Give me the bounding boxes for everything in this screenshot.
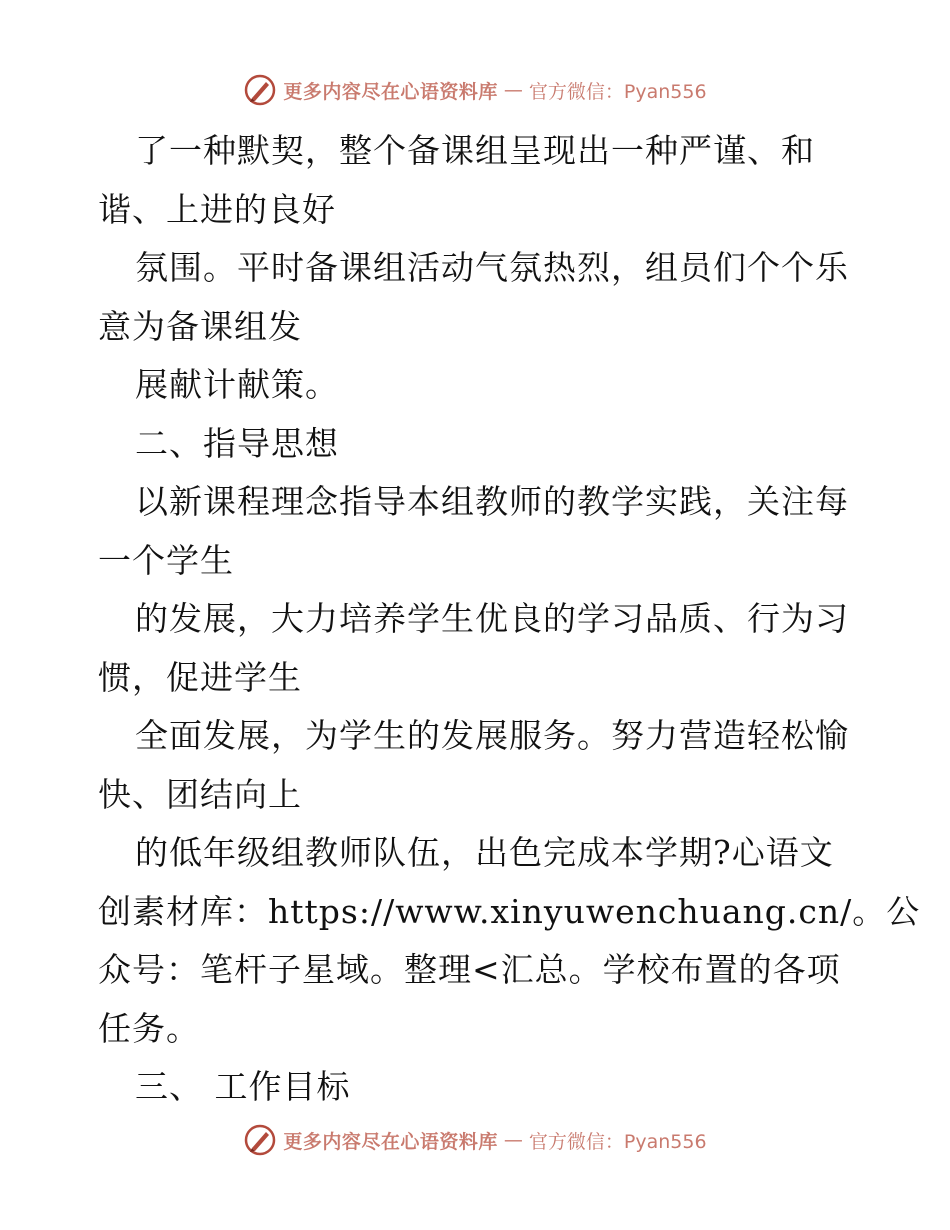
header-banner [0, 70, 950, 110]
text-line: 任务。 [98, 1008, 200, 1048]
text-line: 的发展，大力培养学生优良的学习品质、行为习 [135, 599, 849, 638]
text-line: 众号：笔杆子星域。整理<汇总。学校布置的各项 [98, 950, 841, 989]
text-line: 快、团结向上 [98, 774, 302, 814]
text-line: 展献计献策。 [135, 365, 339, 404]
text-line: 一个学生 [98, 540, 234, 580]
text-line: 全面发展，为学生的发展服务。努力营造轻松愉 [135, 716, 849, 755]
text-line: 创素材库：https://www.xinyuwenchuang.cn/。公 [98, 891, 921, 931]
banner-text: 更多内容尽在心语资料库 [283, 80, 498, 103]
text-line: 意为备课组发 [98, 306, 302, 346]
banner-separator: — [503, 1129, 523, 1151]
document-body [98, 122, 921, 1117]
banner-separator: — [503, 79, 523, 101]
text-line: 的低年级组教师队伍，出色完成本学期?心语文 [135, 833, 834, 872]
text-line: 氛围。平时备课组活动气氛热烈，组员们个个乐 [135, 248, 849, 287]
pen-logo-icon [243, 73, 277, 107]
footer-banner [0, 1120, 950, 1160]
banner-text: 更多内容尽在心语资料库 [283, 1130, 498, 1153]
section-heading: 三、 工作目标 [135, 1067, 351, 1106]
banner-wechat: 官方微信：Pyan556 [528, 1130, 707, 1153]
text-line: 以新课程理念指导本组教师的教学实践，关注每 [135, 482, 849, 521]
banner-wechat: 官方微信：Pyan556 [528, 80, 707, 103]
text-line: 谐、上进的良好 [98, 189, 336, 229]
pen-logo-icon [243, 1123, 277, 1157]
text-line: 了一种默契，整个备课组呈现出一种严谨、和 [135, 131, 815, 170]
section-heading: 二、指导思想 [135, 423, 339, 463]
text-line: 惯，促进学生 [98, 657, 302, 697]
